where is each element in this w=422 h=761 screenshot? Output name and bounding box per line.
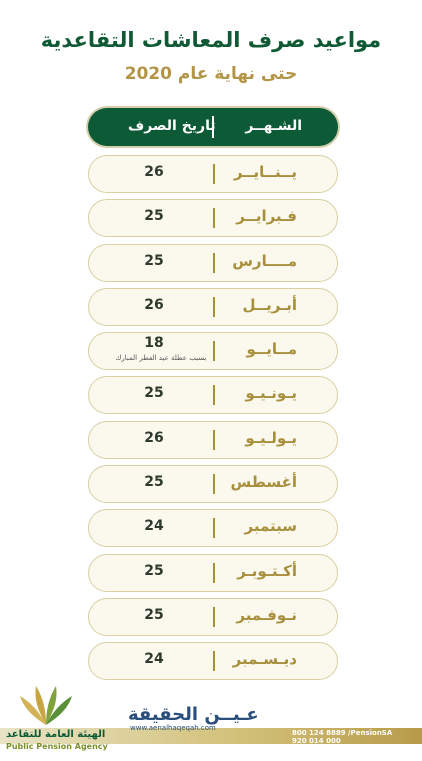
schedule-row-june — [88, 376, 338, 414]
payment-day: 25 — [144, 385, 164, 402]
payment-day: 25 — [144, 606, 164, 623]
payment-day: 26 — [144, 296, 164, 313]
payment-day: 26 — [144, 164, 164, 180]
row-divider — [213, 430, 215, 450]
month-label: أبـريــل — [242, 295, 297, 314]
payment-day: 25 — [144, 252, 164, 269]
month-label: ديـسـمبر — [232, 650, 297, 669]
month-label: نـوفـمبر — [236, 605, 297, 624]
payment-day: 25 — [144, 562, 164, 579]
contact-info — [292, 729, 422, 753]
row-divider — [213, 208, 215, 228]
payment-day: 18 — [144, 335, 164, 352]
schedule-row-april — [88, 288, 338, 326]
footer — [0, 672, 422, 761]
payment-day: 24 — [144, 651, 164, 668]
month-label: سبتمبر — [244, 517, 297, 536]
row-divider — [213, 607, 215, 627]
row-divider — [213, 297, 215, 317]
watermark-title: عـيــن الحقيقة — [128, 704, 259, 725]
social-handle: /PensionSA — [348, 729, 393, 737]
row-divider — [213, 651, 215, 671]
schedule-row-october — [88, 554, 338, 592]
month-label: مــايــو — [246, 340, 297, 359]
payment-note: بسبب عطلة عيد الفطر المبارك — [115, 354, 207, 363]
schedule-row-september — [88, 509, 338, 547]
table-header — [88, 108, 338, 146]
phone-2: 920 014 000 — [292, 737, 341, 745]
website: www.pension.gov.sa — [292, 745, 373, 753]
schedule-row-july — [88, 421, 338, 459]
schedule-row-august — [88, 465, 338, 503]
schedule-row-march — [88, 244, 338, 282]
month-label: أكـتـوبـر — [237, 561, 297, 580]
month-label: مــــارس — [232, 251, 297, 270]
month-label: فـبرايــر — [236, 207, 297, 226]
page-title: مواعيد صرف المعاشات التقاعدية — [40, 28, 382, 52]
organization-name-ar: الهيئة العامة للتقاعد — [6, 729, 106, 740]
payment-day: 26 — [144, 429, 164, 446]
row-divider — [213, 474, 215, 494]
month-label: يـونـيـو — [245, 384, 297, 403]
row-divider — [213, 518, 215, 538]
watermark-url: www.aenalhaqeqah.com — [130, 724, 216, 732]
month-label: أغسطس — [230, 473, 297, 492]
schedule-row-may — [88, 332, 338, 370]
row-divider — [213, 385, 215, 405]
payment-day: 25 — [144, 208, 164, 225]
schedule-row-november — [88, 598, 338, 636]
organization-name-en: Public Pension Agency — [6, 742, 108, 751]
schedule-row-january — [88, 155, 338, 193]
row-divider — [213, 164, 215, 184]
row-divider — [213, 253, 215, 273]
phone-1: 800 124 8889 — [292, 729, 346, 737]
payment-day: 24 — [144, 518, 164, 535]
date-column-header: تاريخ الصرف — [128, 118, 216, 134]
schedule-row-february — [88, 199, 338, 237]
month-label: يـولـيـو — [245, 428, 297, 447]
month-label: يــنــايــر — [233, 163, 297, 181]
row-divider — [213, 563, 215, 583]
month-column-header: الشـهــر — [245, 118, 302, 134]
pension-agency-logo — [16, 680, 76, 730]
page-subtitle: حتى نهاية عام 2020 — [124, 64, 298, 84]
schedule-list — [88, 155, 338, 687]
payment-day: 25 — [144, 474, 164, 491]
